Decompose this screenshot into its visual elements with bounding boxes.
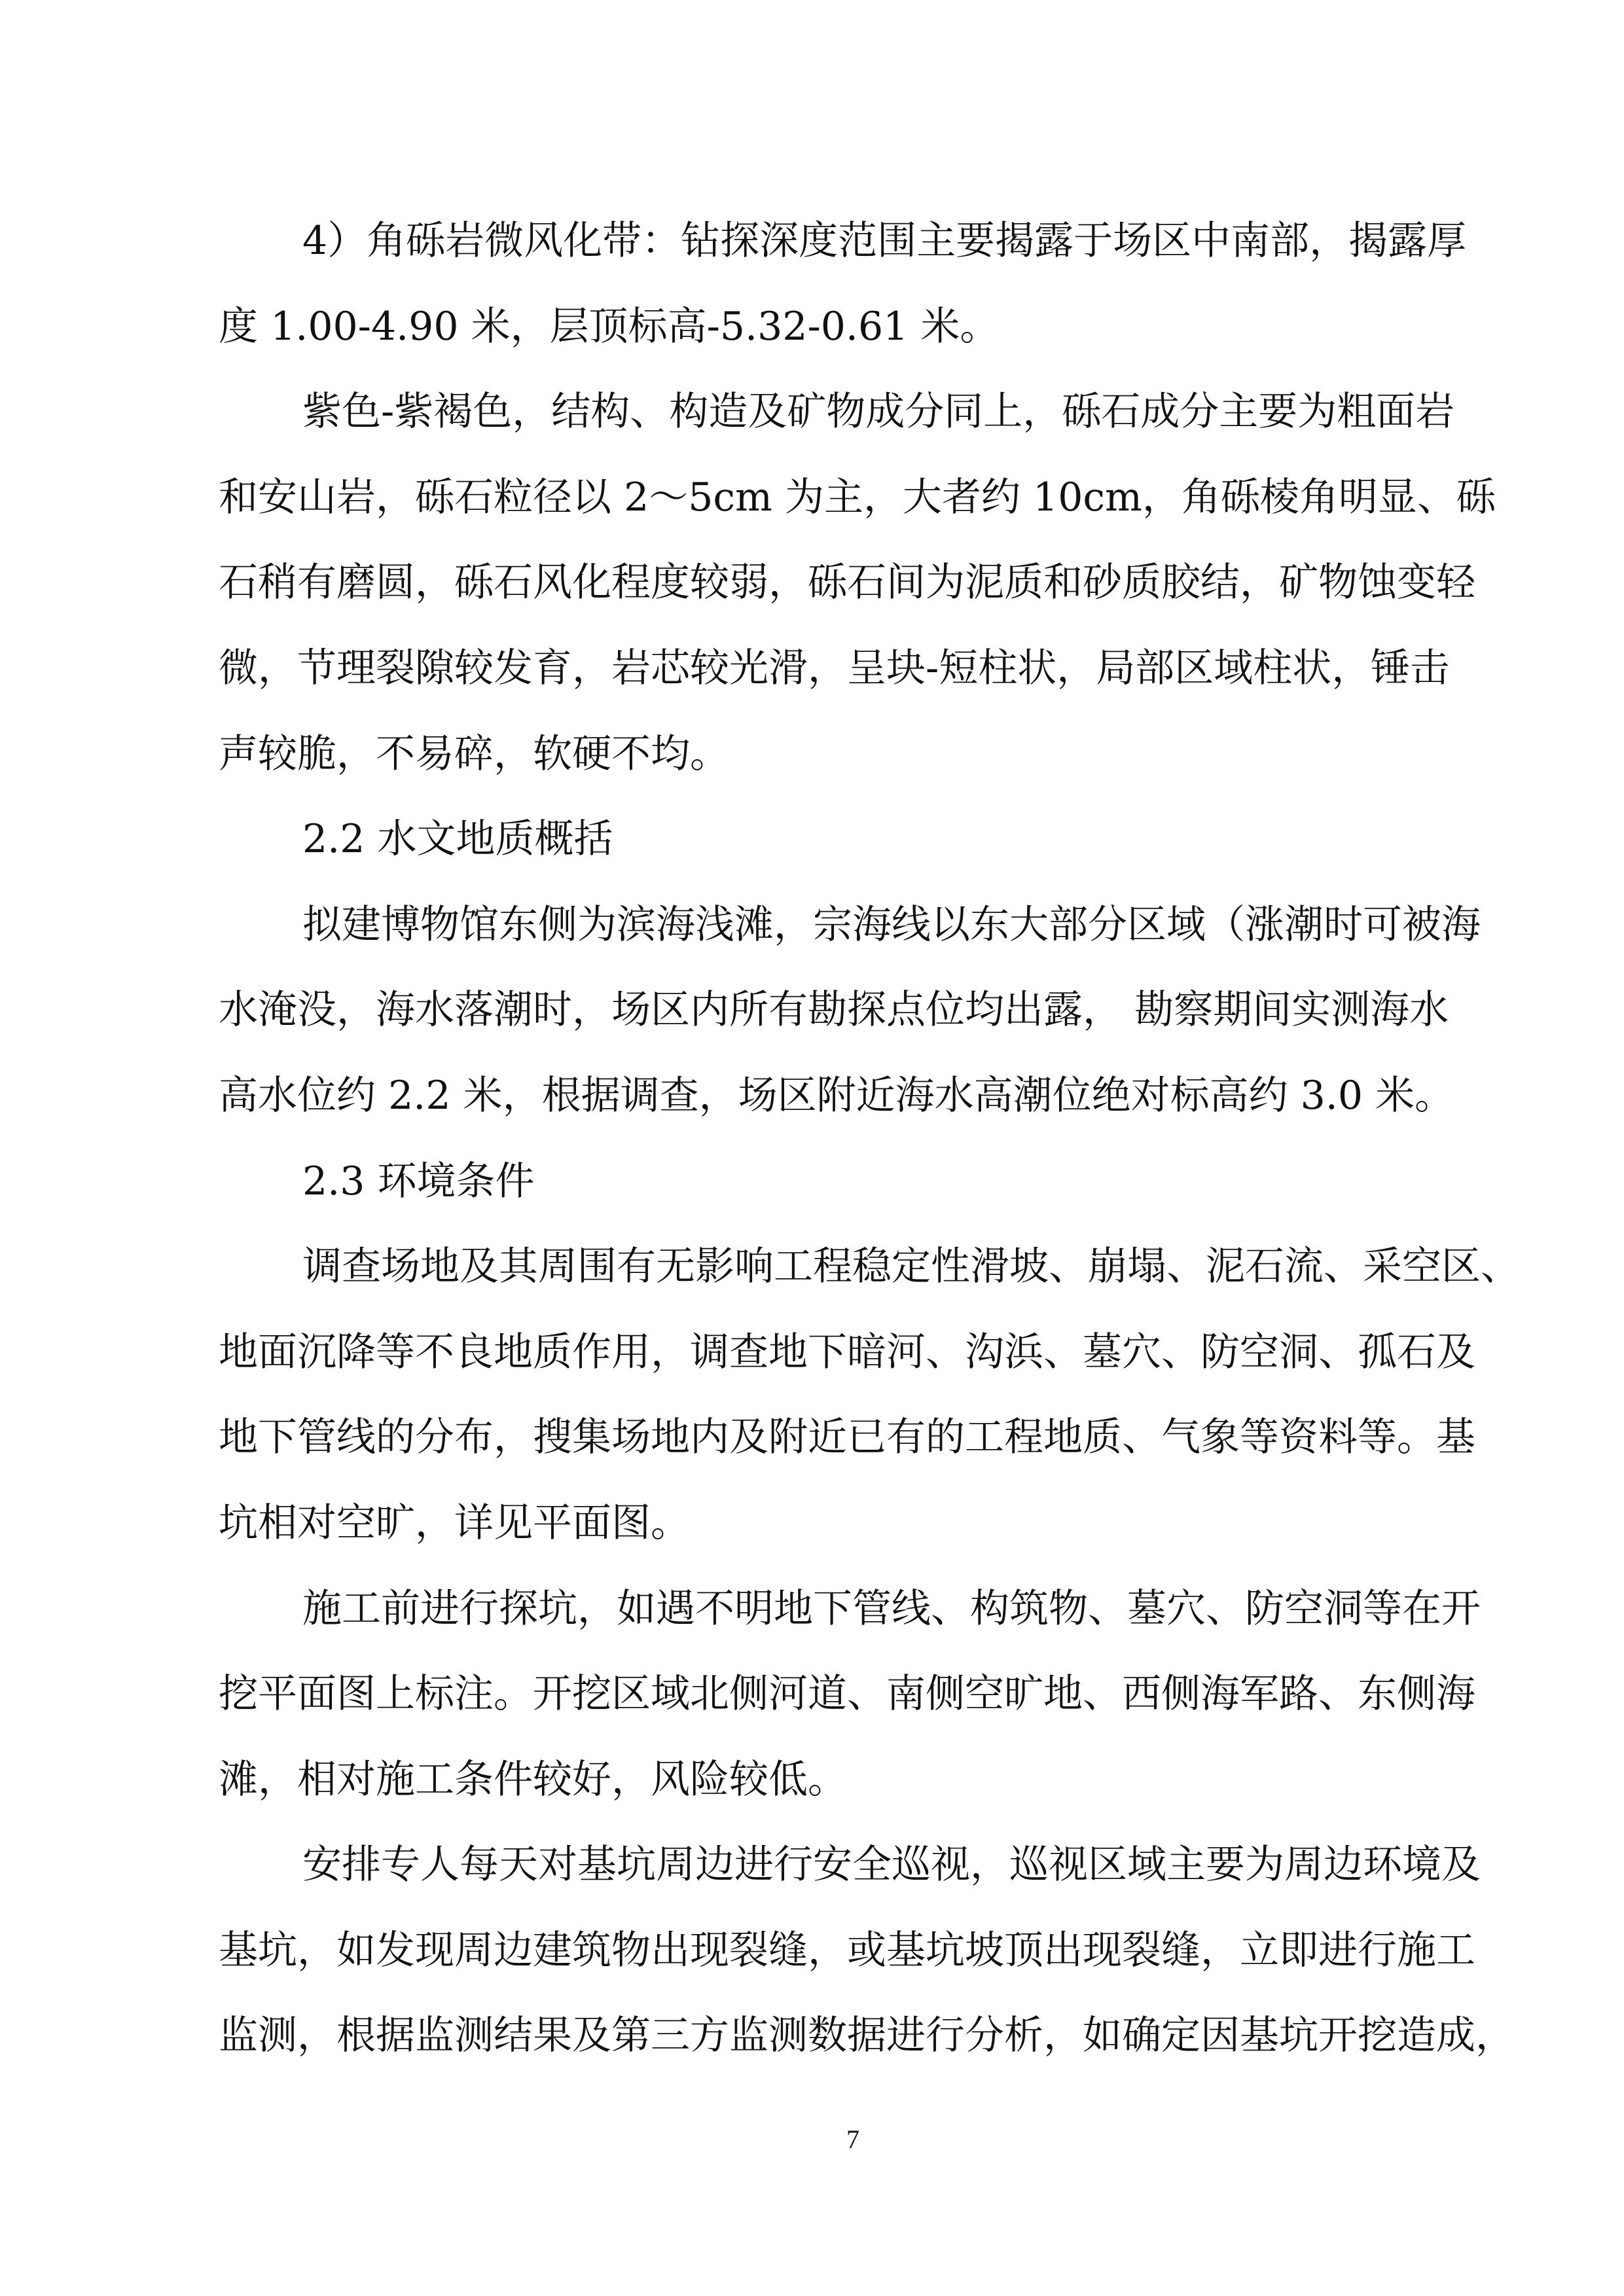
text-line: 2.2 水文地质概括: [302, 816, 613, 863]
text-line: 地下管线的分布，搜集场地内及附近已有的工程地质、气象等资料等。基: [219, 1414, 1475, 1461]
paragraph-hydrogeology: [219, 882, 1481, 1139]
text-line: 安排专人每天对基坑周边进行安全巡视，巡视区域主要为周边环境及: [302, 1842, 1481, 1888]
paragraph-weathered-zone-description: [219, 369, 1496, 797]
text-line: 高水位约 2.2 米，根据调查，场区附近海水高潮位绝对标高约 3.0 米。: [219, 1072, 1454, 1119]
text-line: 和安山岩，砾石粒径以 2～5cm 为主，大者约 10cm，角砾棱角明显、砾: [219, 474, 1496, 520]
text-line: 施工前进行探坑，如遇不明地下管线、构筑物、墓穴、防空洞等在开: [302, 1585, 1481, 1632]
text-line: 声较脆，不易碎，软硬不均。: [219, 730, 729, 777]
text-line: 2.3 环境条件: [302, 1158, 535, 1204]
text-line: 挖平面图上标注。开挖区域北侧河道、南侧空旷地、西侧海军路、东侧海: [219, 1671, 1475, 1717]
text-line: 度 1.00-4.90 米，层顶标高-5.32-0.61 米。: [219, 303, 1000, 350]
paragraph-section-2-3-heading: [219, 1139, 1440, 1225]
text-line: 滩，相对施工条件较好，风险较低。: [219, 1756, 847, 1803]
text-line: 坑相对空旷，详见平面图。: [219, 1499, 690, 1546]
paragraph-section-2-2-heading: [219, 797, 1440, 882]
text-line: 4）角砾岩微风化带：钻探深度范围主要揭露于场区中南部，揭露厚: [302, 218, 1467, 264]
body-text: [219, 198, 1520, 2079]
text-line: 监测，根据监测结果及第三方监测数据进行分析，如确定因基坑开挖造成，: [219, 2013, 1515, 2059]
text-line: 紫色-紫褐色，结构、构造及矿物成分同上，砾石成分主要为粗面岩: [302, 389, 1455, 435]
page-number: 7: [846, 2125, 859, 2154]
paragraph-environment-survey: [219, 1224, 1520, 1566]
text-line: 拟建博物馆东侧为滨海浅滩，宗海线以东大部分区域（涨潮时可被海: [302, 901, 1481, 948]
paragraph-weathered-zone-heading: [219, 198, 1467, 369]
text-line: 微，节理裂隙较发育，岩芯较光滑，呈块-短柱状，局部区域柱状，锤击: [219, 645, 1450, 691]
text-line: 石稍有磨圆，砾石风化程度较弱，砾石间为泥质和砂质胶结，矿物蚀变轻: [219, 560, 1475, 606]
paragraph-safety-patrol: [219, 1822, 1515, 2079]
text-line: 地面沉降等不良地质作用，调查地下暗河、沟浜、墓穴、防空洞、孤石及: [219, 1329, 1475, 1375]
text-line: 基坑，如发现周边建筑物出现裂缝，或基坑坡顶出现裂缝，立即进行施工: [219, 1927, 1475, 1973]
text-line: 水淹没，海水落潮时，场区内所有勘探点位均出露， 勘察期间实测海水: [219, 987, 1449, 1033]
text-line: 调查场地及其周围有无影响工程稳定性滑坡、崩塌、泥石流、采空区、: [302, 1244, 1520, 1290]
paragraph-pre-construction: [219, 1566, 1481, 1823]
